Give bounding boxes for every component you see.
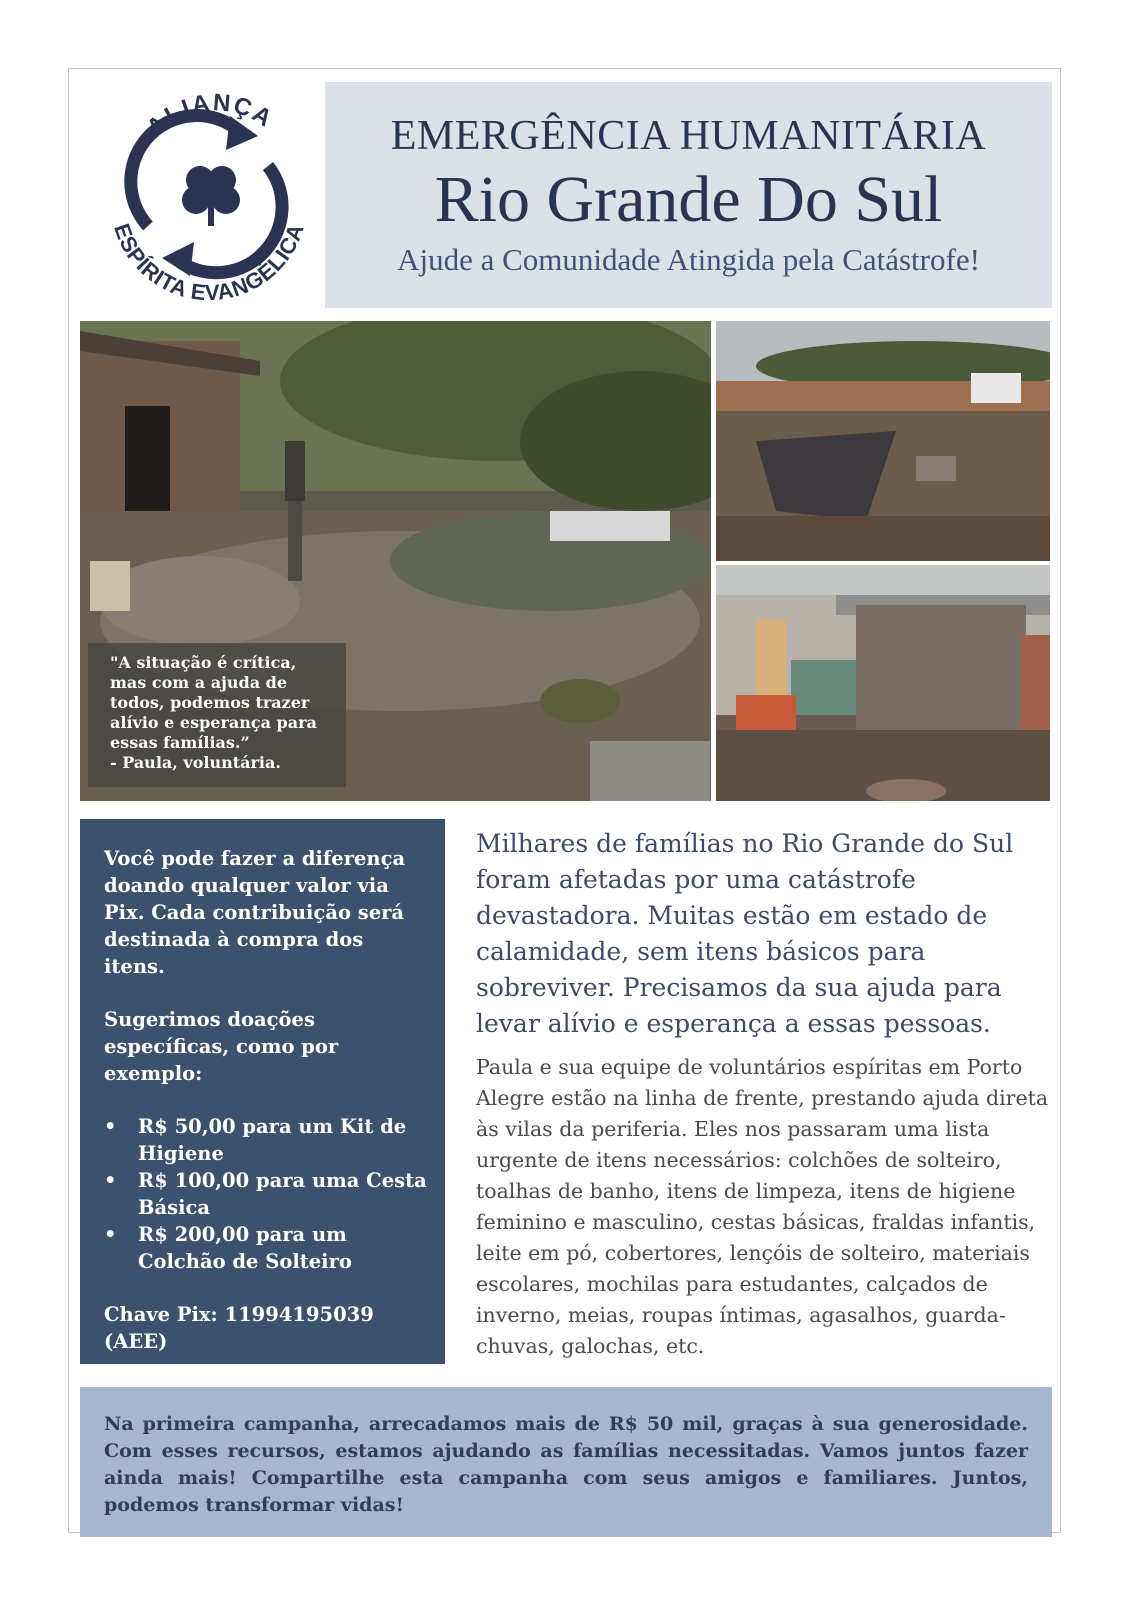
quote-author: - Paula, voluntária. bbox=[110, 753, 281, 772]
donation-item: • R$ 50,00 para um Kit de Higiene bbox=[104, 1113, 427, 1167]
donation-item: • R$ 100,00 para uma Cesta Básica bbox=[104, 1167, 427, 1221]
logo-top-text: ALIANÇA bbox=[141, 89, 279, 142]
header-subtitle: Ajude a Comunidade Atingida pela Catástrofe! bbox=[397, 242, 980, 277]
lead-paragraph: Milhares de famílias no Rio Grande do Sul foram afetadas por uma catástrofe devastadora. Muitas estão em estado de calamidade, sem itens básicos para sobreviver. Precisamos da sua ajuda para levar alívio e esperança a essas pessoas. bbox=[476, 829, 1014, 1038]
header-kicker: EMERGÊNCIA HUMANITÁRIA bbox=[390, 113, 987, 159]
clover-recycle-icon bbox=[131, 116, 282, 276]
volunteer-quote bbox=[88, 643, 346, 787]
donation-list bbox=[104, 1113, 427, 1275]
quote-text: "A situação é crítica, mas com a ajuda de todos, podemos trazer alívio e esperança para essas famílias.” bbox=[110, 653, 317, 752]
donation-panel bbox=[80, 819, 445, 1364]
logo bbox=[100, 86, 320, 306]
donation-intro: Você pode fazer a diferença doando qualquer valor via Pix. Cada contribuição será destinada à compra dos itens. bbox=[104, 847, 406, 978]
donation-item: • R$ 200,00 para um Colchão de Solteiro bbox=[104, 1221, 427, 1275]
header-banner bbox=[325, 82, 1052, 308]
body-paragraph: Paula e sua equipe de voluntários espíritas em Porto Alegre estão na linha de frente, prestando ajuda direta às vilas da periferia. Eles nos passaram uma lista urgente de itens necessários: colchões de solteiro, toalhas de banho, itens de limpeza, itens de higiene feminino e masculino, cestas básicas, fraldas infantis, leite em pó, cobertores, lençóis de solteiro, materiais escolares, mochilas para estudantes, calçados de inverno, meias, roupas íntimas, agasalhos, guarda-chuvas, galochas, etc. bbox=[476, 1055, 1049, 1358]
flooded-street-photo bbox=[716, 321, 1050, 561]
campaign-footer: Na primeira campanha, arrecadamos mais de R$ 50 mil, graças à sua generosidade. Com esses recursos, estamos ajudando as famílias necessitadas. Vamos juntos fazer ainda mais! Compartilhe esta campanha com seus amigos e familiares. Juntos, podemos transformar vidas! bbox=[80, 1387, 1052, 1537]
damaged-house-photo bbox=[716, 565, 1050, 801]
page-title: Rio Grande Do Sul bbox=[434, 163, 943, 236]
logo-bottom-text: ESPÍRITA EVANGÉLICA bbox=[109, 220, 309, 306]
pix-key: Chave Pix: 11994195039 (AEE) bbox=[104, 1303, 374, 1353]
donation-suggestion: Sugerimos doações específicas, como por exemplo: bbox=[104, 1008, 339, 1085]
